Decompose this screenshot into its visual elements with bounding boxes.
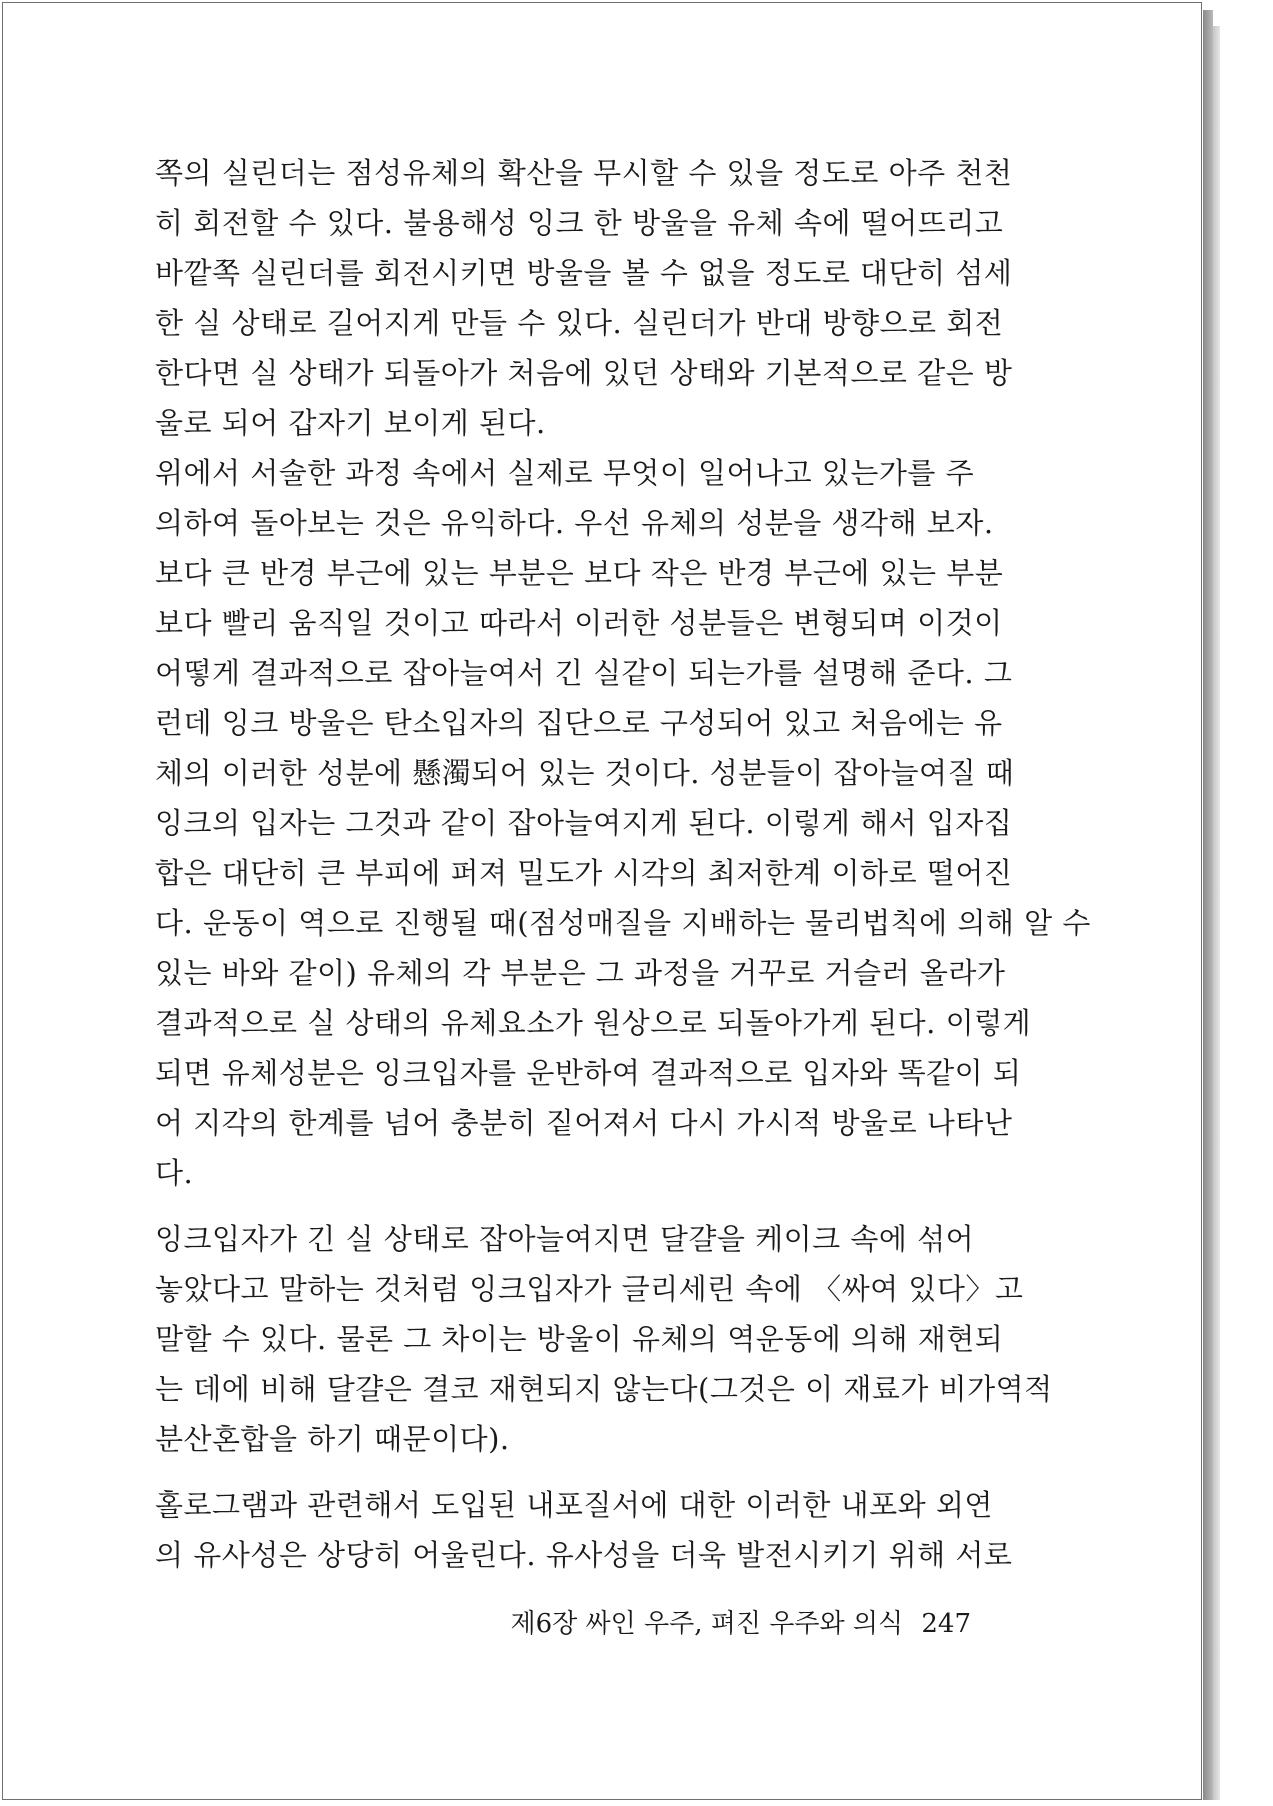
text-line: 체의 이러한 성분에 懸濁되어 있는 것이다. 성분들이 잡아늘여질 때: [155, 756, 1015, 790]
text-line: 다.: [155, 1156, 194, 1190]
text-line: 는 데에 비해 달걀은 결코 재현되지 않는다(그것은 이 재료가 비가역적: [155, 1372, 1053, 1406]
text-line: 의하여 돌아보는 것은 유익하다. 우선 유체의 성분을 생각해 보자.: [155, 506, 994, 540]
text-line: 바깥쪽 실린더를 회전시키면 방울을 볼 수 없을 정도로 대단히 섬세: [155, 256, 1013, 290]
page-stack-shadow: [1203, 10, 1213, 1800]
body-text: [155, 148, 1091, 1580]
text-line: 놓았다고 말하는 것처럼 잉크입자가 글리세린 속에 〈싸여 있다〉고: [155, 1272, 1024, 1306]
text-line: 홀로그램과 관련해서 도입된 내포질서에 대한 이러한 내포와 외연: [155, 1488, 993, 1522]
paragraph-4: [155, 1480, 1055, 1580]
text-line: 한 실 상태로 길어지게 만들 수 있다. 실린더가 반대 방향으로 회전: [155, 306, 1004, 340]
text-line: 한다면 실 상태가 되돌아가 처음에 있던 상태와 기본적으로 같은 방: [155, 356, 1013, 390]
page-stack-edge: [1213, 26, 1220, 1800]
text-line: 위에서 서술한 과정 속에서 실제로 무엇이 일어나고 있는가를 주: [155, 456, 975, 490]
text-line: 어떻게 결과적으로 잡아늘여서 긴 실같이 되는가를 설명해 준다. 그: [155, 656, 1013, 690]
text-line: 되면 유체성분은 잉크입자를 운반하여 결과적으로 입자와 똑같이 되: [155, 1056, 1022, 1090]
text-line: 있는 바와 같이) 유체의 각 부분은 그 과정을 거꾸로 거슬러 올라가: [155, 956, 1006, 990]
text-line: 런데 잉크 방울은 탄소입자의 집단으로 구성되어 있고 처음에는 유: [155, 706, 1003, 740]
text-line: 합은 대단히 큰 부피에 퍼져 밀도가 시각의 최저한계 이하로 떨어진: [155, 856, 1013, 890]
text-line: 어 지각의 한계를 넘어 충분히 짙어져서 다시 가시적 방울로 나타난: [155, 1106, 1013, 1140]
text-line: 잉크입자가 긴 실 상태로 잡아늘여지면 달걀을 케이크 속에 섞어: [155, 1222, 975, 1256]
text-line: 보다 빨리 움직일 것이고 따라서 이러한 성분들은 변형되며 이것이: [155, 606, 1003, 640]
text-line: 울로 되어 갑자기 보이게 된다.: [155, 406, 546, 440]
text-line: 쪽의 실린더는 점성유체의 확산을 무시할 수 있을 정도로 아주 천천: [155, 156, 1013, 190]
text-line: 분산혼합을 하기 때문이다).: [155, 1422, 510, 1456]
text-line: 보다 큰 반경 부근에 있는 부분은 보다 작은 반경 부근에 있는 부분: [155, 556, 1004, 590]
running-footer: [510, 1603, 971, 1640]
book-page: [2, 2, 1202, 1800]
page-number: 247: [921, 1609, 971, 1639]
text-line: 의 유사성은 상당히 어울린다. 유사성을 더욱 발전시키기 위해 서로: [155, 1538, 1013, 1572]
text-line: 잉크의 입자는 그것과 같이 잡아늘여지게 된다. 이렇게 해서 입자집: [155, 806, 1013, 840]
paragraph-2: [155, 448, 1091, 1198]
text-line: 다. 운동이 역으로 진행될 때(점성매질을 지배하는 물리법칙에 의해 알 수: [155, 906, 1091, 940]
text-line: 히 회전할 수 있다. 불용해성 잉크 한 방울을 유체 속에 떨어뜨리고: [155, 206, 1004, 240]
paragraph-3: [155, 1214, 1055, 1464]
text-line: 결과적으로 실 상태의 유체요소가 원상으로 되돌아가게 된다. 이렇게: [155, 1006, 1032, 1040]
chapter-title: 제6장 싸인 우주, 펴진 우주와 의식: [510, 1609, 904, 1639]
text-line: 말할 수 있다. 물론 그 차이는 방울이 유체의 역운동에 의해 재현되: [155, 1322, 1004, 1356]
paragraph-1: [155, 148, 1055, 448]
paragraph-gap: [155, 1198, 1055, 1214]
paragraph-gap: [155, 1464, 1055, 1480]
